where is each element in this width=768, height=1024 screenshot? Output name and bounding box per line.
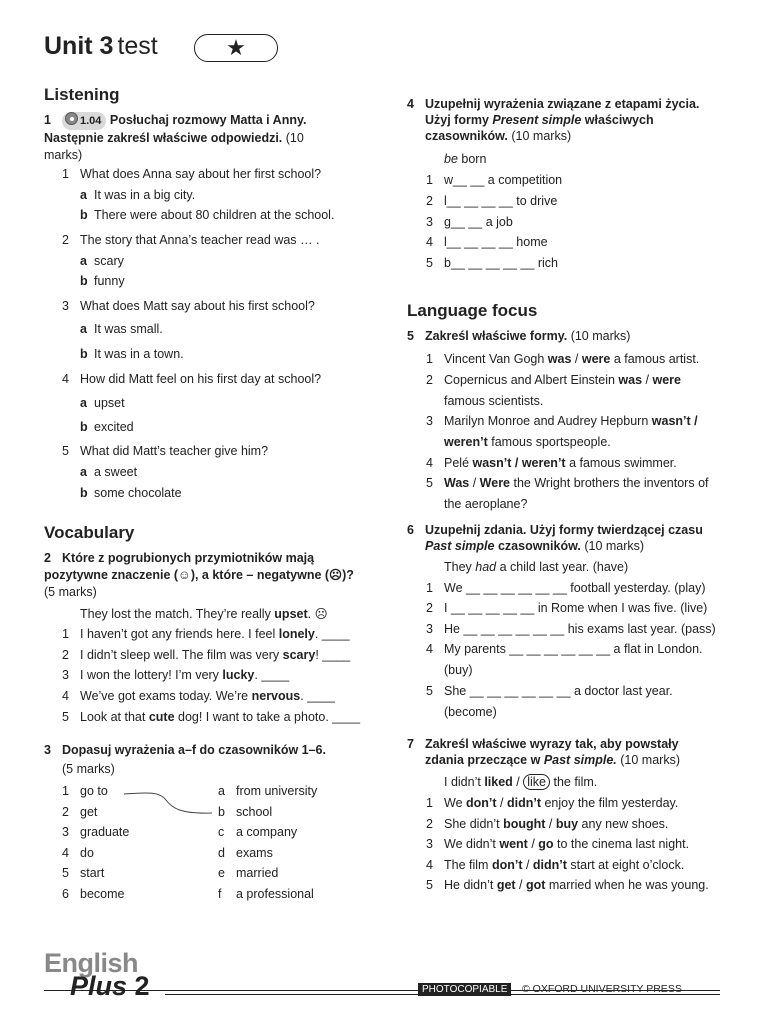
choice-item[interactable]: 4 The film don’t / didn’t start at eight o’clock.	[426, 858, 685, 872]
level-star-icon: ★	[194, 34, 278, 62]
exercise-6-instruction: 6 Uzupełnij zdania. Użyj formy twierdzącej czasu Past simple czasowników. (10 marks)	[407, 523, 703, 553]
answer-option[interactable]: a a sweet	[80, 465, 138, 479]
vocab-item: 4 We’ve got exams today. We’re nervous. ____	[62, 689, 336, 703]
choice-item[interactable]: 4 Pelé wasn’t / weren’t a famous swimmer.	[426, 456, 677, 470]
question-5: 5 What did Matt’s teacher give him?	[62, 444, 269, 458]
vocab-item: 1 I haven’t got any friends here. I feel lonely. ____	[62, 627, 350, 641]
exercise-7-instruction: 7 Zakreśl właściwe wyrazy tak, aby powstały zdania przeczące w Past simple. (10 marks)	[407, 737, 680, 767]
gap-item[interactable]: 5 She __ __ __ __ __ __ a doctor last year.	[426, 684, 673, 698]
match-right-item: a from university	[218, 784, 318, 798]
match-right-item: f a professional	[218, 887, 314, 901]
answer-option[interactable]: a It was small.	[80, 322, 163, 336]
gap-item[interactable]: 4 l__ __ __ __ home	[426, 235, 548, 249]
gap-item[interactable]: 1 We __ __ __ __ __ __ football yesterday. (play)	[426, 581, 706, 595]
english-plus-logo: English Plus 2	[44, 948, 150, 1001]
vocab-item: 3 I won the lottery! I’m very lucky. ____	[62, 668, 290, 682]
listening-heading: Listening	[44, 85, 120, 104]
match-left-item: 1 go to	[62, 784, 108, 798]
exercise-3-instruction: 3 Dopasuj wyrażenia a–f do czasowników 1–6. (5 marks)	[44, 743, 326, 776]
example-sentence: They had a child last year. (have)	[444, 560, 629, 574]
exercise-2-instruction: 2 Które z pogrubionych przymiotników mają pozytywne znaczenie (☺), a które – negatywne (☹)? (5 marks)	[44, 551, 354, 599]
test-label: test	[117, 32, 158, 60]
page-title	[44, 32, 158, 61]
match-right-item: e married	[218, 866, 279, 880]
exercise-4-instruction: 4 Uzupełnij wyrażenia związane z etapami życia. Użyj formy Present simple właściwych czasowników. (10 marks)	[407, 97, 700, 143]
answer-option[interactable]: b It was in a town.	[80, 347, 184, 361]
example-sentence: They lost the match. They’re really upset. ☹	[80, 607, 328, 621]
answer-option[interactable]: b funny	[80, 274, 125, 288]
unit-label: Unit 3	[44, 32, 114, 60]
answer-option[interactable]: b There were about 80 children at the school.	[80, 208, 335, 222]
answer-option[interactable]: a upset	[80, 396, 125, 410]
choice-item-continued: famous scientists.	[444, 394, 544, 408]
gap-item[interactable]: 2 l__ __ __ __ to drive	[426, 194, 558, 208]
question-1: 1 What does Anna say about her first school?	[62, 167, 322, 181]
gap-item[interactable]: 1 w__ __ a competition	[426, 173, 563, 187]
vocab-item: 5 Look at that cute dog! I want to take a photo. ____	[62, 710, 361, 724]
gap-item-continued: (become)	[444, 705, 497, 719]
gap-item-continued: (buy)	[444, 663, 473, 677]
choice-item[interactable]: 3 We didn’t went / go to the cinema last night.	[426, 837, 690, 851]
publisher-label: © OXFORD UNIVERSITY PRESS	[522, 983, 682, 995]
vocabulary-heading: Vocabulary	[44, 523, 135, 542]
match-right-item: b school	[218, 805, 273, 819]
audio-track-badge: 1.04	[62, 112, 106, 130]
choice-item[interactable]: 5 Was / Were the Wright brothers the inventors of	[426, 476, 709, 490]
choice-item[interactable]: 2 She didn’t bought / buy any new shoes.	[426, 817, 669, 831]
choice-item[interactable]: 2 Copernicus and Albert Einstein was / were	[426, 373, 681, 387]
choice-item[interactable]: 5 He didn’t get / got married when he was young.	[426, 878, 709, 892]
question-4: 4 How did Matt feel on his first day at school?	[62, 372, 322, 386]
choice-item[interactable]: 1 We don’t / didn’t enjoy the film yesterday.	[426, 796, 679, 810]
exercise-number: 1	[44, 113, 51, 127]
question-3: 3 What does Matt say about his first school?	[62, 299, 315, 313]
example-sentence: be born	[444, 152, 487, 166]
choice-item[interactable]: 1 Vincent Van Gogh was / were a famous artist.	[426, 352, 700, 366]
match-connector-line	[120, 788, 220, 818]
match-left-item: 3 graduate	[62, 825, 130, 839]
gap-item[interactable]: 3 g__ __ a job	[426, 215, 513, 229]
match-right-item: d exams	[218, 846, 273, 860]
gap-item[interactable]: 2 I __ __ __ __ __ in Rome when I was five. (live)	[426, 601, 708, 615]
match-left-item: 4 do	[62, 846, 94, 860]
answer-option[interactable]: b some chocolate	[80, 486, 182, 500]
match-right-item: c a company	[218, 825, 298, 839]
choice-item-continued: weren’t famous sportspeople.	[444, 435, 611, 449]
match-left-item: 5 start	[62, 866, 105, 880]
gap-item[interactable]: 3 He __ __ __ __ __ __ his exams last year. (pass)	[426, 622, 716, 636]
exercise-5-instruction: 5 Zakreśl właściwe formy. (10 marks)	[407, 329, 631, 343]
cd-icon	[65, 112, 78, 125]
gap-item[interactable]: 5 b__ __ __ __ __ rich	[426, 256, 558, 270]
photocopiable-label: PHOTOCOPIABLE	[418, 983, 511, 996]
vocab-item: 2 I didn’t sleep well. The film was very scary! ____	[62, 648, 351, 662]
circled-answer: like	[523, 774, 550, 790]
exercise-1-instruction: 1 1.04 Posłuchaj rozmowy Matta i Anny. Następnie zakreśl właściwe odpowiedzi. (10 marks)	[44, 113, 307, 162]
answer-option[interactable]: a It was in a big city.	[80, 188, 196, 202]
language-focus-heading: Language focus	[407, 301, 538, 320]
answer-option[interactable]: b excited	[80, 420, 134, 434]
match-left-item: 2 get	[62, 805, 98, 819]
answer-option[interactable]: a scary	[80, 254, 124, 268]
match-left-item: 6 become	[62, 887, 125, 901]
choice-item-continued: the aeroplane?	[444, 497, 528, 511]
choice-item[interactable]: 3 Marilyn Monroe and Audrey Hepburn wasn’t /	[426, 414, 698, 428]
question-2: 2 The story that Anna’s teacher read was … .	[62, 233, 320, 247]
example-sentence: I didn’t liked / like the film.	[444, 775, 598, 789]
gap-item[interactable]: 4 My parents __ __ __ __ __ __ a flat in London.	[426, 642, 703, 656]
